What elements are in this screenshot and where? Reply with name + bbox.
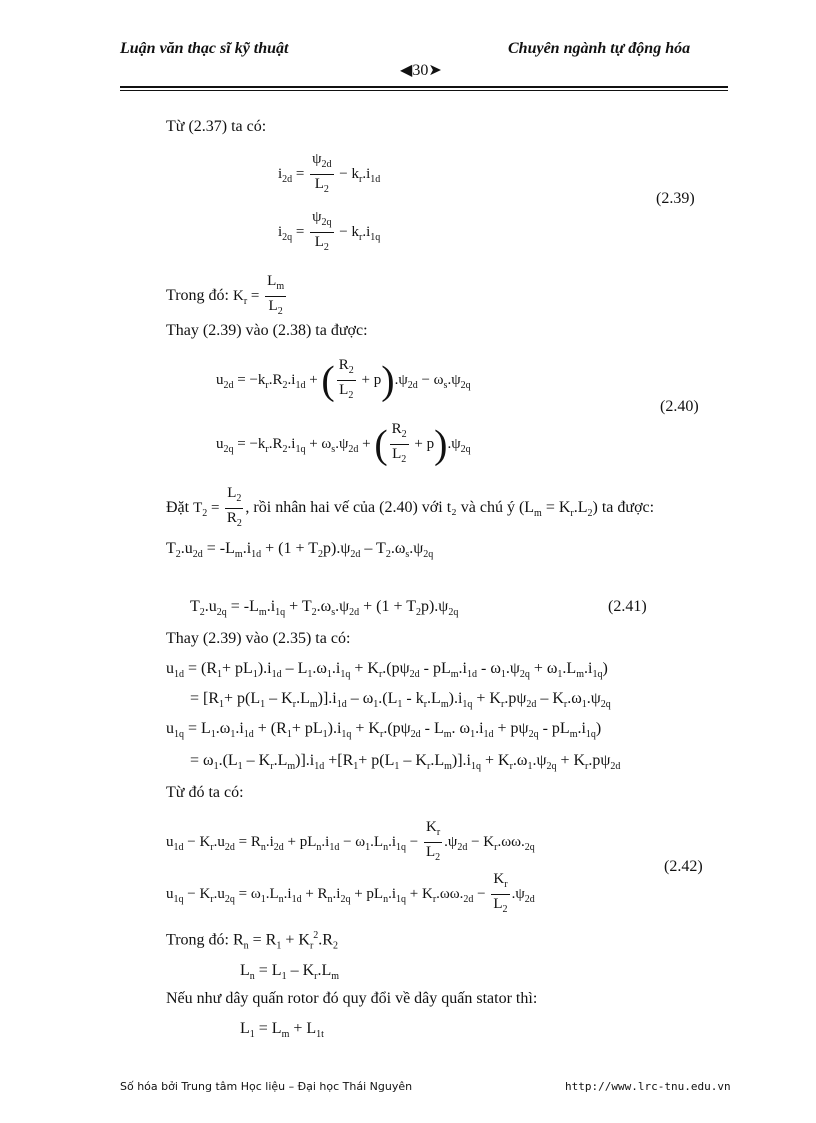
paragraph-substitute-2: Thay (2.39) vào (2.35) ta có: bbox=[166, 630, 351, 647]
define-label: Đặt bbox=[166, 498, 190, 516]
equation-2-39b: $i_{2q}$ = $\frac{\psi_{2q}}{L_2}$ − $k_r.i_{1q}$ bbox=[278, 209, 381, 253]
equation-2-42b: $u_{1q} - K_r.u_{2q} = \omega_1.L_n.i_{1d} + R_n.i_{2q} + pL_n.i_{1q} + K_r.\omega\omega._{2d}$ − $\frac{K_r}{L_2}$ $.\psi_{2d}$ bbox=[166, 871, 535, 915]
equation-2-40b: $u_{2q} = -k_r.R_2.i_{1q} + \omega_s.\psi_{2d}$ + ( $\frac{R_2}{L_2}$ + $p).\psi_{2q}$ bbox=[216, 421, 471, 467]
equation-number-2-41: (2.41) bbox=[608, 598, 647, 615]
equation-2-39a: $i_{2d}$ = $\frac{\psi_{2d}}{L_2}$ − $k_r.i_{1d}$ bbox=[278, 151, 381, 195]
header-right: Chuyên ngành tự động hóa bbox=[508, 40, 691, 57]
header-rule-thick bbox=[120, 86, 728, 88]
equation-2-42a: $u_{1d} - K_r.u_{2d} = R_n.i_{2d} + pL_n.i_{1d} - \omega_1.L_n.i_{1q}$ − $\frac{K_r}{L_2}$ $.\psi_{2d} - K_r.\omega\omega._{2q}$ bbox=[166, 819, 535, 863]
paragraph-where-rn: Trong đó: $R_n = R_1 + K_r^2.R_2$ bbox=[166, 930, 338, 952]
footer-url[interactable]: http://www.lrc-tnu.edu.vn bbox=[565, 1080, 731, 1093]
equation-u1d-b: = $[R_1+ p(L_1 - K_r.L_m)].i_{1d} - \omega_1.(L_1 - k_r.L_m).i_{1q} + K_r.p\psi_{2d} - K_r.\omega_1.\psi_{2q}$ bbox=[190, 690, 611, 711]
where-label: Trong đó: bbox=[166, 286, 229, 304]
equation-l1: $L_1 = L_m + L_{1t}$ bbox=[240, 1020, 324, 1041]
equation-u1d-a: $u_{1d} = (R_1+ pL_1).i_{1d} - L_1.\omega_1.i_{1q} + K_r.(p\psi_{2d} - pL_m.i_{1d} - \omega_1.\psi_{2q} + \omega_1.L_m.i_{1q})$ bbox=[166, 660, 608, 681]
equation-t2-u2d: $T_2.u_{2d} = -L_m.i_{1d} + (1 + T_2p).\psi_{2d} - T_2.\omega_s.\psi_{2q}$ bbox=[166, 540, 434, 561]
page-number bbox=[400, 60, 442, 80]
equation-ln: $L_n = L_1 - K_r.L_m$ bbox=[240, 962, 340, 983]
equation-2-40a: $u_{2d} = -k_r.R_2.i_{1d}$ + ( $\frac{R_2}{L_2}$ + $p).\psi_{2d} - \omega_s.\psi_{2q}$ bbox=[216, 357, 471, 403]
equation-number-2-39: (2.39) bbox=[656, 190, 695, 207]
paragraph-intro: Từ (2.37) ta có: bbox=[166, 118, 267, 135]
left-arrow-icon: ◀ bbox=[400, 62, 413, 79]
right-arrow-icon: ➤ bbox=[428, 62, 442, 79]
paragraph-define-t2: Đặt $T_2$ = $\frac{L_2}{R_2}$ , rồi nhân hai vế của (2.40) với t₂ và chú ý $(L_m = K_r.L_2)$ ta được: bbox=[166, 485, 655, 529]
header-left: Luận văn thạc sĩ kỹ thuật bbox=[120, 40, 289, 57]
paragraph-if-rotor: Nếu như dây quấn rotor đó quy đổi về dây quấn stator thì: bbox=[166, 990, 538, 1007]
paragraph-substitute-1: Thay (2.39) vào (2.38) ta được: bbox=[166, 322, 368, 339]
equation-u1q-a: $u_{1q} = L_1.\omega_1.i_{1d} + (R_1+ pL_1).i_{1q} + K_r.(p\psi_{2d} - L_m$. $\omega_1.i_{1d} + p\psi_{2q} - pL_m.i_{1q}$) bbox=[166, 720, 602, 741]
equation-number-2-42: (2.42) bbox=[664, 858, 703, 875]
equation-number-2-40: (2.40) bbox=[660, 398, 699, 415]
paragraph-therefore: Từ đó ta có: bbox=[166, 784, 244, 801]
equation-2-41: $T_2.u_{2q} = -L_m.i_{1q} + T_2.\omega_s.\psi_{2d} + (1 + T_2p).\psi_{2q}$ bbox=[190, 598, 459, 619]
paragraph-where: Trong đó: $K_r$ = $\frac{L_m}{L_2}$ bbox=[166, 273, 285, 317]
where-rn-label: Trong đó: R bbox=[166, 931, 244, 949]
footer-left: Số hóa bởi Trung tâm Học liệu – Đại học Thái Nguyên bbox=[120, 1080, 413, 1093]
define-text: , rồi nhân hai vế của (2.40) với t₂ và chú ý (L bbox=[245, 498, 535, 516]
equation-u1q-b: = $\omega_1.(L_1 - K_r.L_m)].i_{1d} +[R_1+ p(L_1 - K_r.L_m)].i_{1q} + K_r.\omega_1.\psi_{2q} + K_r.p\psi_{2d}$ bbox=[190, 752, 621, 773]
header-rule-thin bbox=[120, 90, 728, 91]
page-number-value: 30 bbox=[412, 62, 429, 79]
